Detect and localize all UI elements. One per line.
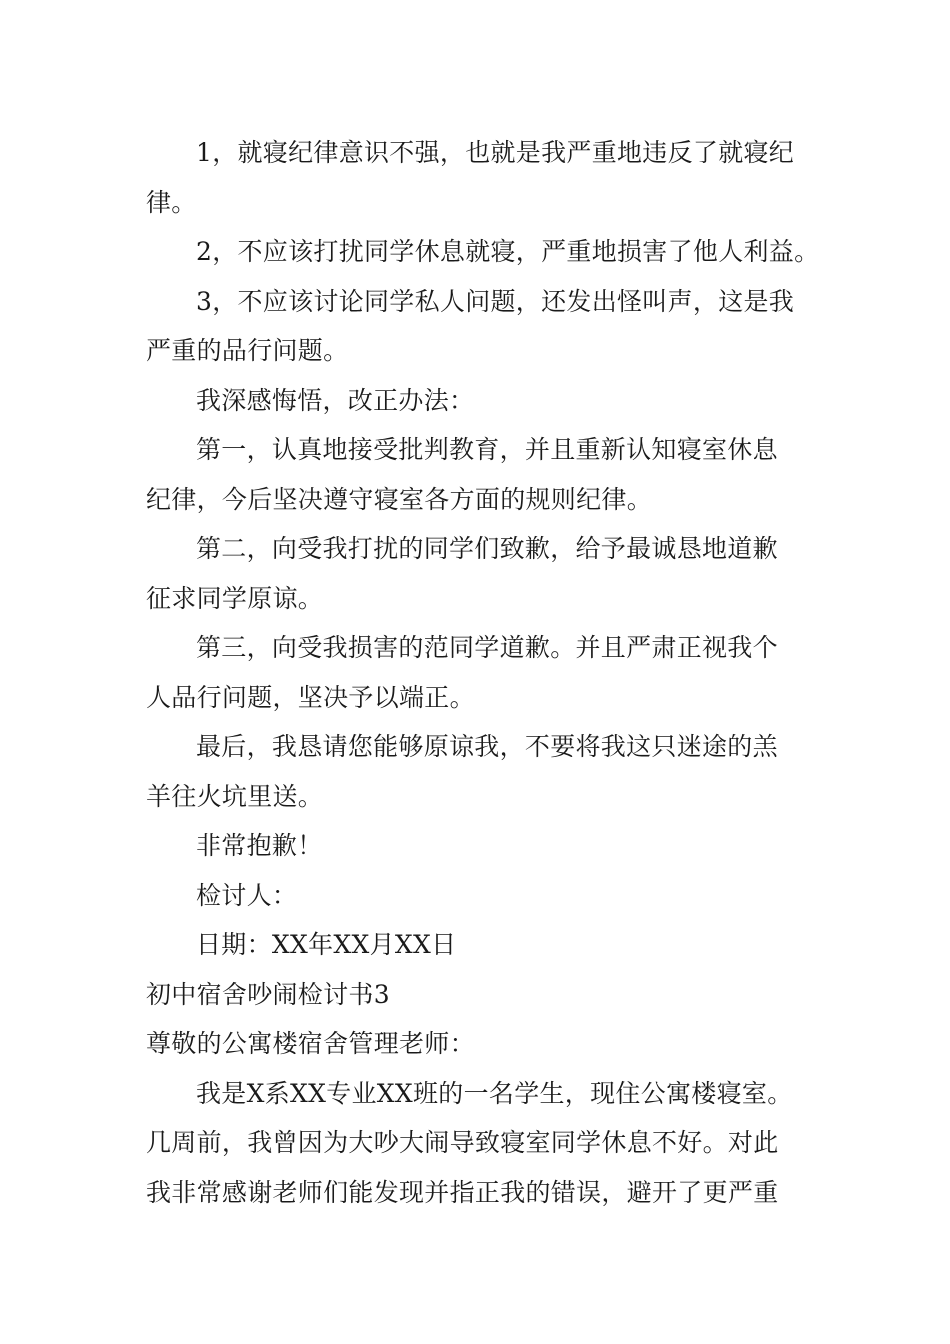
text-line: 我是X系XX专业XX班的一名学生，现住公寓楼寝室。 (196, 1078, 793, 1108)
closing-line: 非常抱歉！ (196, 831, 323, 860)
text-line: 律。 (146, 187, 197, 217)
text-line: 几周前，我曾因为大吵大闹导致寝室同学休息不好。对此 (146, 1128, 779, 1157)
date-line: 日期：XX年XX月XX日 (196, 930, 457, 959)
text-line: 征求同学原谅。 (146, 583, 324, 613)
text-line: 第二，向受我打扰的同学们致歉，给予最诚恳地道歉 (196, 534, 778, 563)
text-line: 第三，向受我损害的范同学道歉。并且严肃正视我个 (196, 633, 778, 662)
text-line: 2，不应该打扰同学休息就寝，严重地损害了他人利益。 (196, 237, 820, 266)
text-line: 严重的品行问题。 (146, 336, 349, 365)
text-line: 我非常感谢老师们能发现并指正我的错误，避开了更严重 (146, 1177, 779, 1207)
text-line: 3，不应该讨论同学私人问题，还发出怪叫声，这是我 (196, 286, 795, 316)
text-line: 我深感悔悟，改正办法： (196, 385, 475, 415)
text-line: 最后，我恳请您能够原谅我，不要将我这只迷途的羔 (196, 732, 778, 761)
text-line: 第一，认真地接受批判教育，并且重新认知寝室休息 (196, 435, 778, 464)
text-line: 1，就寝纪律意识不强，也就是我严重地违反了就寝纪 (196, 138, 795, 167)
document-body (146, 128, 820, 1217)
text-line: 纪律，今后坚决遵守寝室各方面的规则纪律。 (146, 484, 653, 514)
salutation: 尊敬的公寓楼宿舍管理老师： (146, 1029, 475, 1058)
text-line: 羊往火坑里送。 (146, 781, 324, 811)
section-title: 初中宿舍吵闹检讨书3 (146, 979, 390, 1009)
text-line: 人品行问题，坚决予以端正。 (146, 682, 475, 712)
signature-label: 检讨人： (196, 880, 298, 910)
